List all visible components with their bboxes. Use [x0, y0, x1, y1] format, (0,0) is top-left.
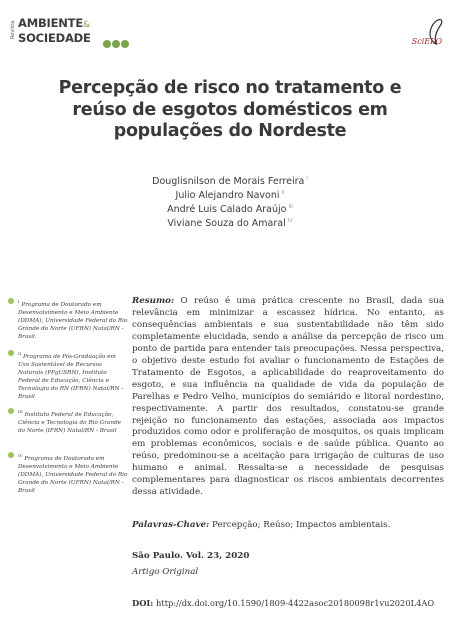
logo-revista-label: Revista — [10, 20, 16, 40]
abstract-text: O reúso é uma prática crescente no Brasil, dada sua relevância em minimizar a escassez hídrica. No entanto, as consequências ambientais e sua sustentabilidade não têm sido completamente elucidada, sendo a análise da percepção de risco um ponto de partida para entender tais preocupações. Nessa perspectiva, o objetivo deste estudo foi avaliar o funcionamento de Estações de Tratamento de Esgotos, a aplicabilidade do reaproveitamento do esgoto, e sua influência na qualidade de vida da população de Parelhas e Pedro Velho, municípios do semiárido e litoral nordestino, respectivamente. A partir dos resultados, constatou-se grande rejeição no funcionamento das estações, associada aos impactos produzidos como odor e proliferação de mosquitos, os quais implicam em problemas econômicos, sociais e de saúde pública. Quanto ao reúso, predominou-se a aceitação para irrigação de culturas de uso humano e animal. Ressalta-se a necessidade de pesquisas complementares para diagnosticar os riscos ambientais decorrentes dessa atividade. — [132, 296, 444, 498]
doi — [132, 598, 452, 608]
keywords-text: Percepção; Reúso; Impactos ambientais. — [209, 520, 391, 530]
journal-logo — [10, 14, 130, 48]
orcid-icon[interactable] — [8, 298, 14, 304]
author: Julio Alejandro Navoni $^{II}$ — [175, 190, 285, 202]
logo-globe-icon — [121, 40, 129, 48]
logo-icons — [103, 33, 130, 52]
article-type: Artigo Original — [132, 567, 199, 577]
article-title: Percepção de risco no tratamento e reúso de esgotos domésticos em populações do Nordeste — [58, 78, 402, 141]
abstract-label: Resumo: — [132, 296, 175, 306]
keywords — [132, 520, 444, 530]
affiliation: $^{II}$ Programa de Pós-Graduação em Uso Sustentável de Recursos Naturais (PPgUSRN), Instituto Federal de Educação, Ciência e Tecnologia do RN (IFRN) Natal/RN - Brasil — [8, 350, 128, 401]
keywords-label: Palavras-Chave: — [132, 520, 210, 530]
orcid-icon[interactable] — [8, 408, 14, 414]
logo-line-ambiente: AMBIENTE& — [18, 16, 90, 30]
scielo-label: SciELO — [411, 37, 442, 46]
publication-info: São Paulo. Vol. 23, 2020 — [132, 551, 250, 561]
author: Viviane Souza do Amaral $^{IV}$ — [167, 218, 293, 230]
scielo-logo — [412, 16, 446, 46]
orcid-icon[interactable] — [8, 350, 14, 356]
logo-line-sociedade: SOCIEDADE — [18, 31, 91, 45]
affiliation: $^{IV}$ Programa de Doutorado em Desenvolvimento e Meio Ambiente (DDMA), Universidade Federal do Rio Grande do Norte (UFRN) Natal/RN - Brasil — [8, 452, 128, 495]
doi-label: DOI: — [132, 598, 154, 608]
abstract — [132, 296, 444, 499]
affiliation: $^{III}$ Instituto Federal de Educação, Ciência e Tecnologia do Rio Grande do Norte (IFRN) Natal/RN - Brasil — [8, 408, 128, 435]
author-list — [100, 172, 360, 228]
author: Douglisnilson de Morais Ferreira $^I$ — [152, 176, 308, 188]
logo-leaf-icon — [103, 40, 111, 48]
orcid-icon[interactable] — [8, 452, 14, 458]
logo-people-icon — [112, 40, 120, 48]
affiliation: $^I$ Programa de Doutorado em Desenvolvimento e Meio Ambiente (DDMA), Universidade Federal do Rio Grande do Norte (UFRN) Natal/RN - Brasil. — [8, 298, 128, 341]
doi-link[interactable]: http://dx.doi.org/10.1590/1809-4422asoc20180098r1vu2020L4AO — [153, 598, 435, 608]
author: André Luis Calado Araújo $^{III}$ — [167, 204, 293, 216]
